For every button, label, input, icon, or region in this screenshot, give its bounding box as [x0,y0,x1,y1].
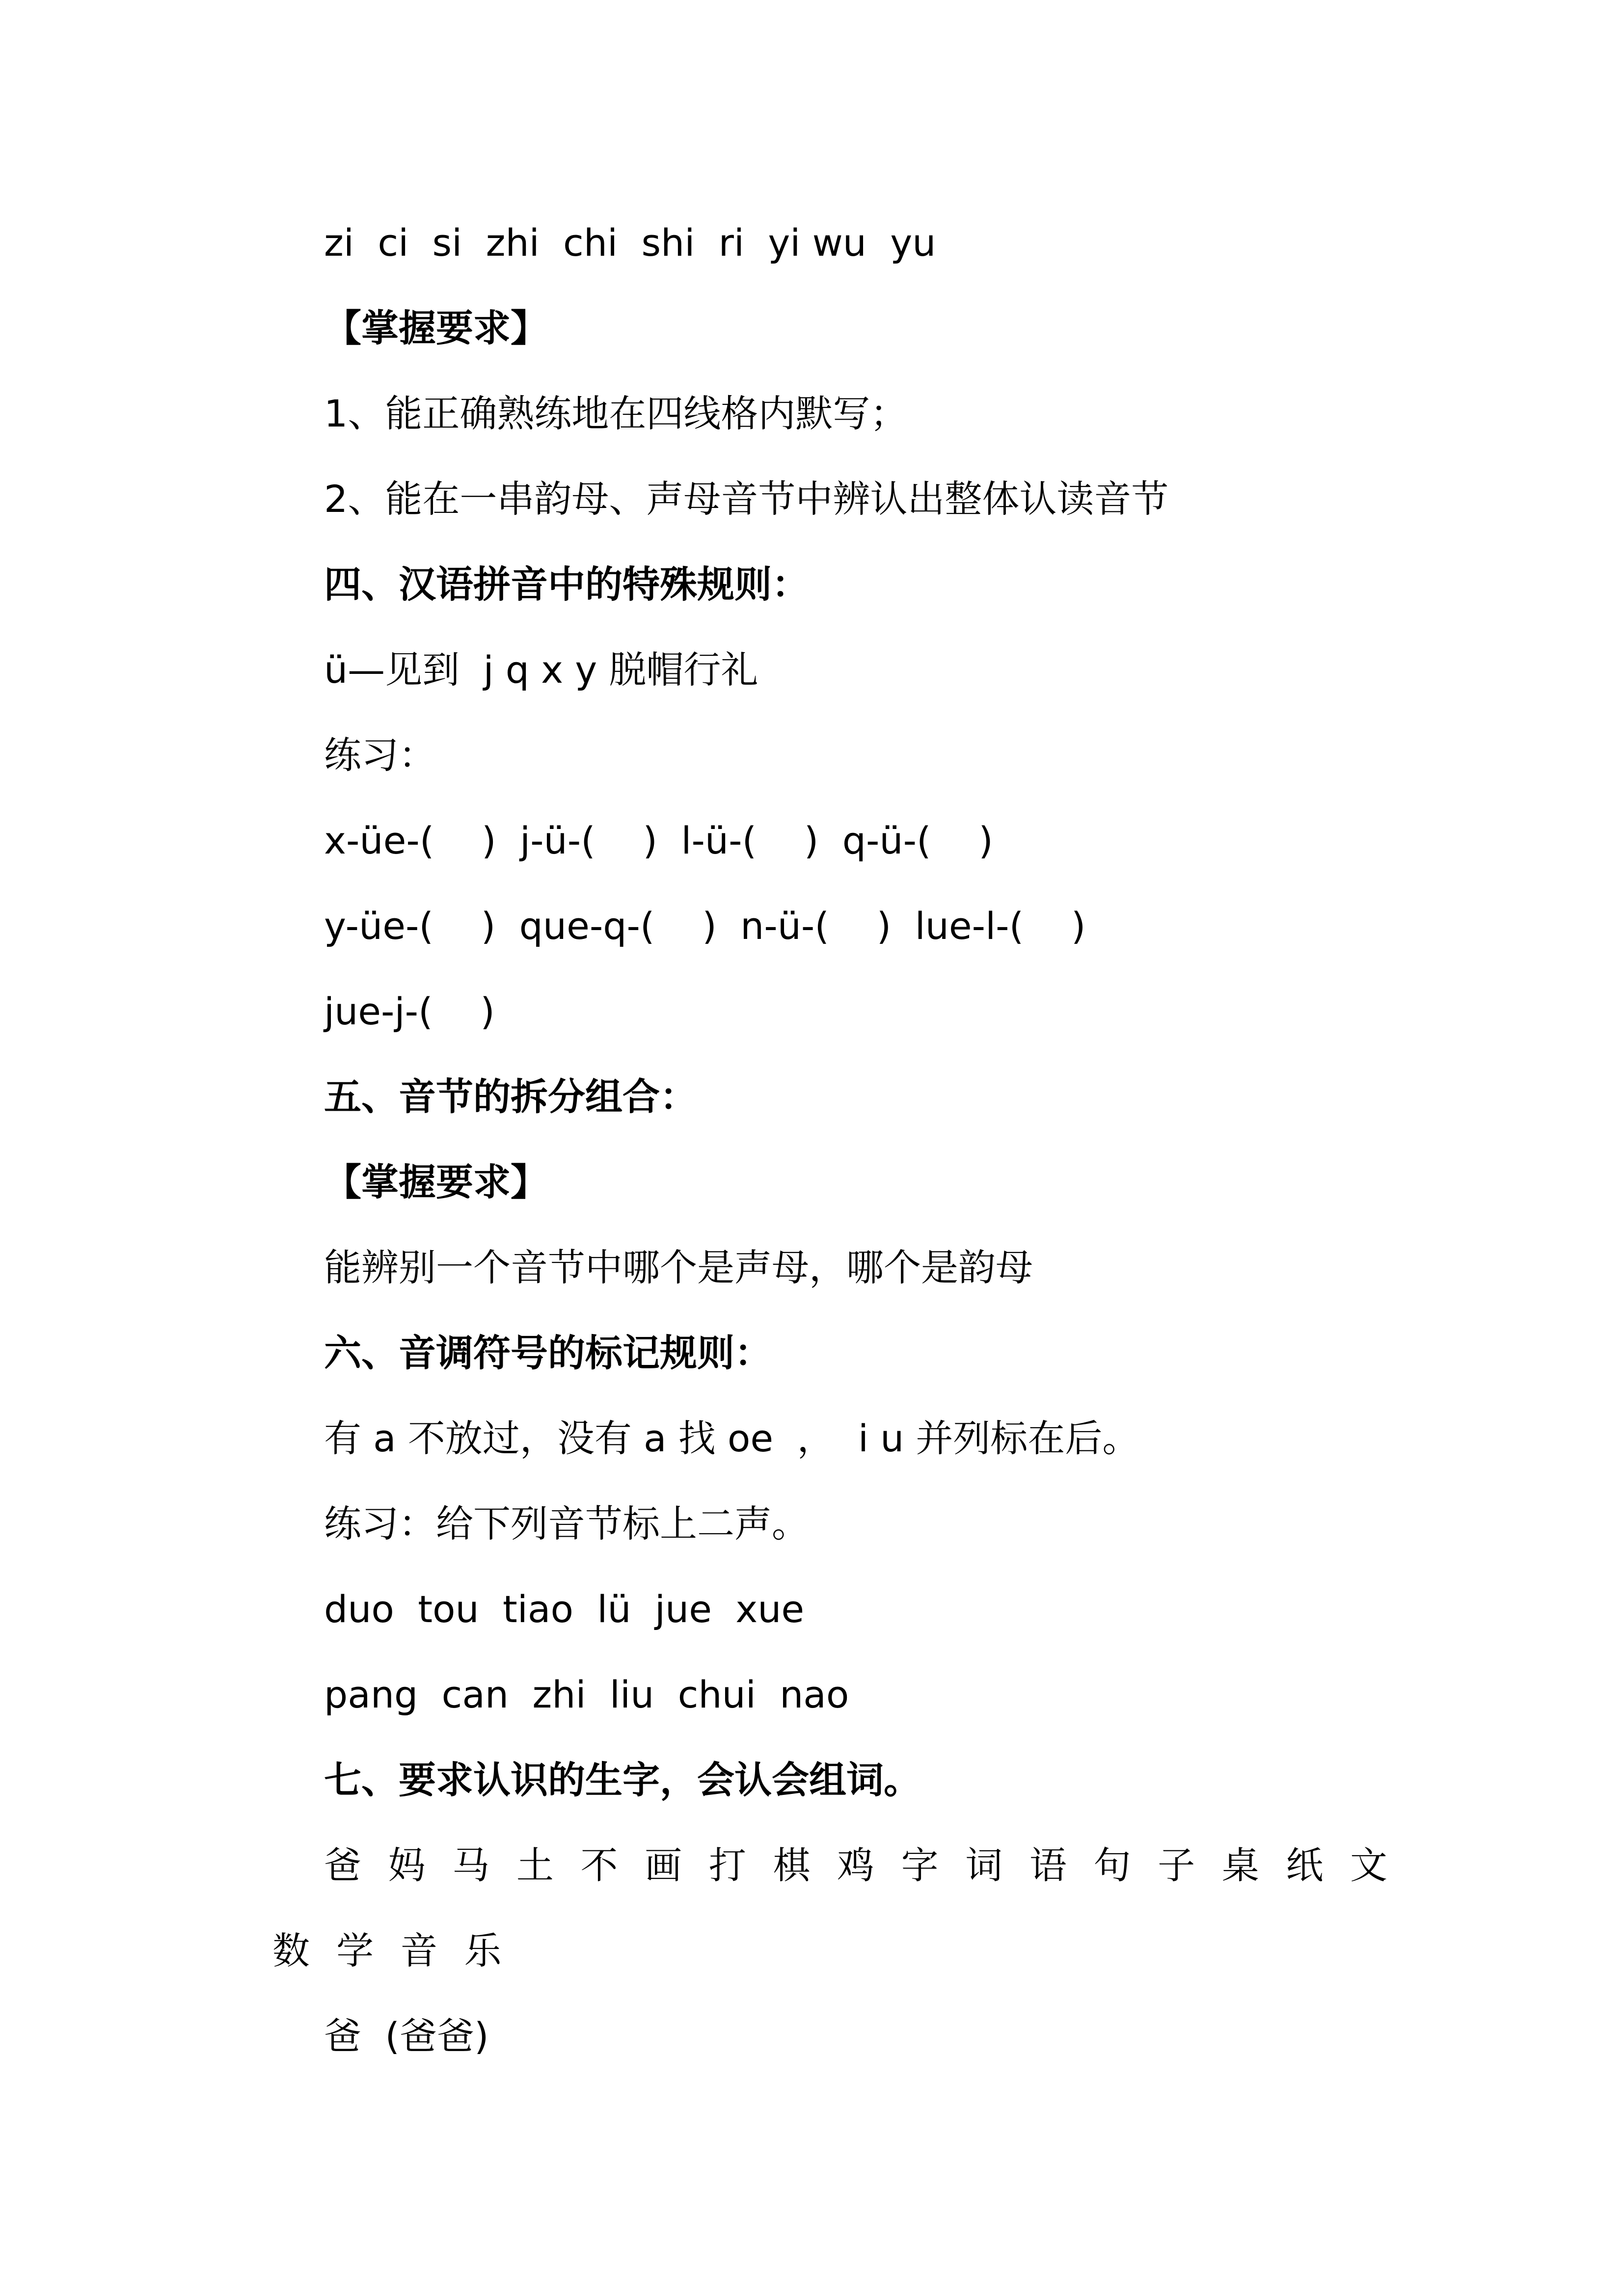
tone-exercise-row-2: pang can zhi liu chui nao [324,1673,849,1716]
exercise-row-1: x-üe-( ) j-ü-( ) l-ü-( ) q-ü-( ) [324,819,993,862]
section-heading-6: 六、音调符号的标记规则： [324,1331,772,1375]
exercise-label-1: 练习： [324,733,436,777]
requirement-text-5: 能辨别一个音节中哪个是声母，哪个是韵母 [324,1246,1033,1289]
u-rule-text: ü—见到 j q x y 脱帽行礼 [324,648,758,692]
character-list-row-2: 数 学 音 乐 [272,1929,502,1973]
exercise-row-3: jue-j-( ) [324,989,495,1033]
section-heading-4: 四、汉语拼音中的特殊规则： [324,562,809,606]
whole-syllable-list: zi ci si zhi chi shi ri yi wu yu [324,221,936,265]
exercise-row-2: y-üe-( ) que-q-( ) n-ü-( ) lue-l-( ) [324,904,1086,948]
section-heading-5: 五、音节的拆分组合： [324,1075,697,1119]
requirements-heading-2: 【掌握要求】 [324,1160,548,1204]
requirement-item-1: 1、能正确熟练地在四线格内默写； [324,392,908,435]
requirements-heading-1: 【掌握要求】 [324,306,548,350]
requirement-item-2: 2、能在一串韵母、声母音节中辨认出整体认读音节 [324,477,1169,521]
character-list-row-1: 爸 妈 马 土 不 画 打 棋 鸡 字 词 语 句 子 桌 纸 文 [324,1843,1387,1887]
document-page [0,200,1624,2079]
tone-exercise-row-1: duo tou tiao lü jue xue [324,1587,805,1631]
character-list-row-1-wrap [0,1823,1624,1908]
tone-mark-rule: 有 a 不放过，没有 a 找 oe ， i u 并列标在后。 [324,1416,1140,1460]
exercise-label-2: 练习：给下列音节标上二声。 [324,1502,809,1546]
word-example-1: 爸 (爸爸) [324,2014,489,2058]
section-heading-7: 七、要求认识的生字，会认会组词。 [324,1758,921,1802]
